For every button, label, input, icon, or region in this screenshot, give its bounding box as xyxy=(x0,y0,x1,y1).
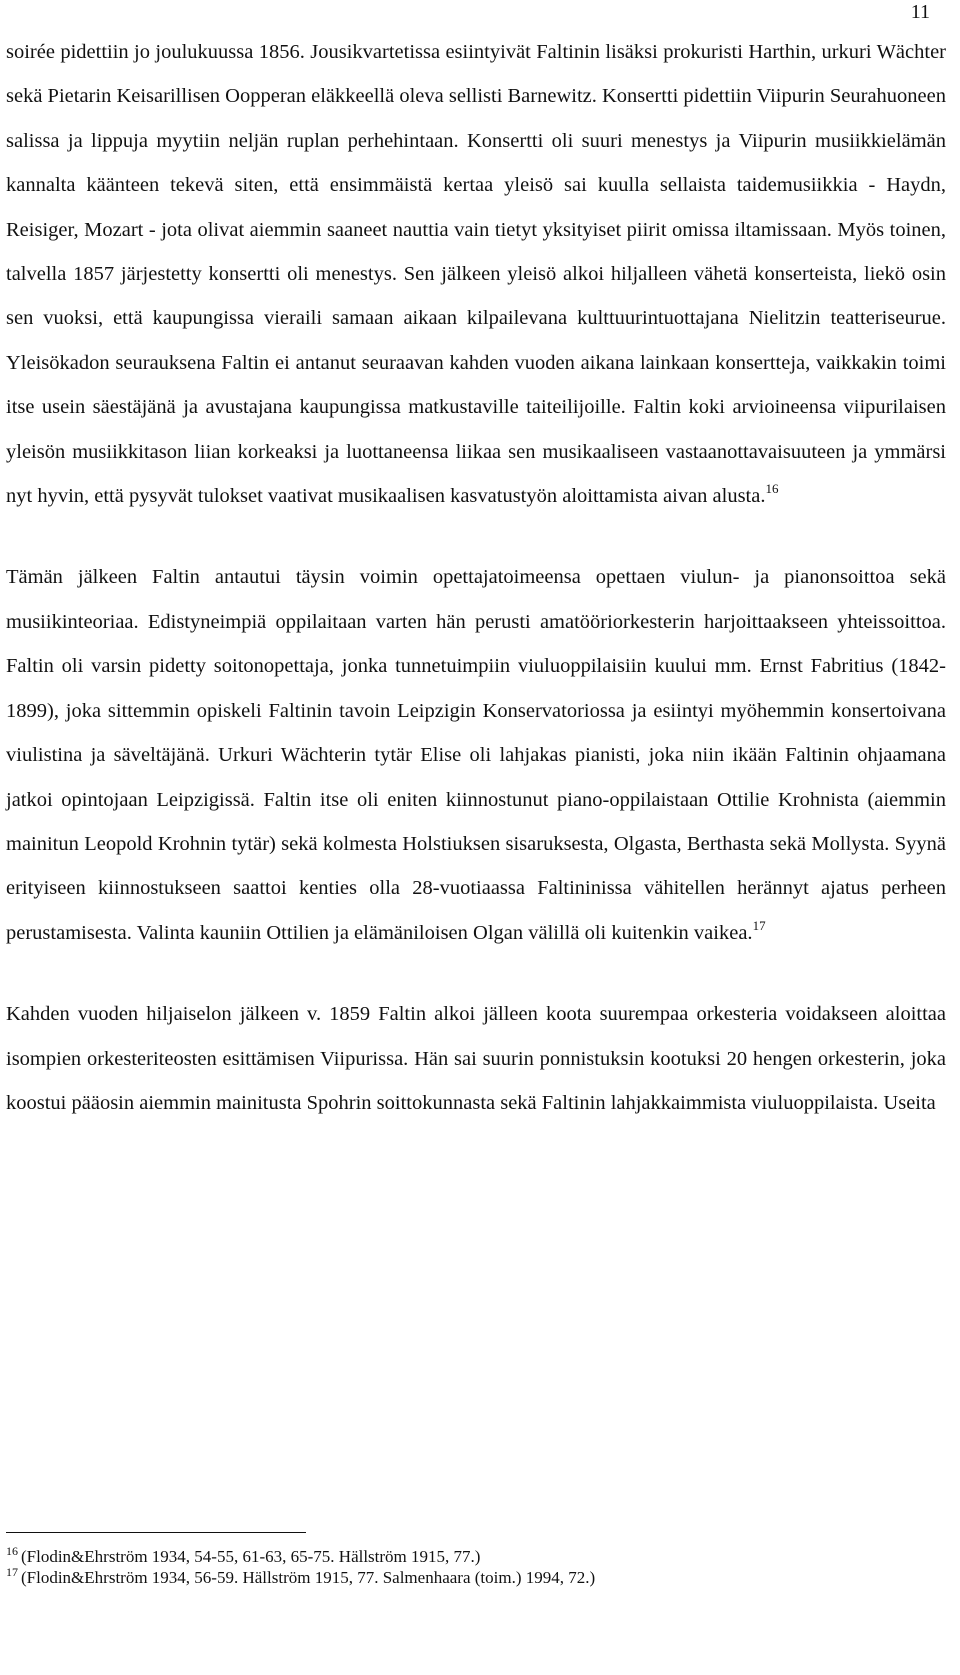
body-text xyxy=(6,30,946,1125)
footnote-text: (Flodin&Ehrström 1934, 54-55, 61-63, 65-75. Hällström 1915, 77.) xyxy=(21,1547,481,1566)
footnote-16 xyxy=(6,1546,946,1567)
paragraph-2 xyxy=(6,555,946,955)
paragraph-2-text: Tämän jälkeen Faltin antautui täysin voimin opettajatoimeensa opettaen viulun- ja pianonsoittoa sekä musiikinteoriaa. Edistyneimpiä oppilaitaan varten hän perusti amatööriorkesterin harjoittaakseen yhteissoittoa. Faltin oli varsin pidetty soitonopettaja, jonka tunnetuimpiin viuluoppilaisiin kuului mm. Ernst Fabritius (1842-1899), joka sittemmin opiskeli Faltinin tavoin Leipzigin Konservatoriossa ja esiintyi myöhemmin konsertoivana viulistina ja säveltäjänä. Urkuri Wächterin tytär Elise oli lahjakas pianisti, joka niin ikään Faltinin ohjaamana jatkoi opintojaan Leipzigissä. Faltin itse oli eniten kiinnostunut piano-oppilaistaan Ottilie Krohnista (aiemmin mainitun Leopold Krohnin tytär) sekä kolmesta Holstiuksen sisaruksesta, Olgasta, Berthasta sekä Mollysta. Syynä erityiseen kiinnostukseen saattoi kenties olla 28-vuotiaassa Faltininissa vähitellen herännyt ajatus perheen perustamisesta. Valinta kauniin Ottilien ja elämäniloisen Olgan välillä oli kuitenkin vaikea. xyxy=(6,566,946,944)
footnote-text: (Flodin&Ehrström 1934, 56-59. Hällström 1915, 77. Salmenhaara (toim.) 1994, 72.) xyxy=(21,1568,596,1587)
paragraph-3-text: Kahden vuoden hiljaiselon jälkeen v. 1859 Faltin alkoi jälleen koota suurempaa orkesteria voidakseen aloittaa isompien orkesteriteosten esittämisen Viipurissa. Hän sai suurin ponnistuksin kootuksi 20 hengen orkesterin, joka koostui pääosin aiemmin mainitusta Spohrin soittokunnasta sekä Faltinin lahjakkaimmista viuluoppilaista. Useita xyxy=(6,1003,946,1114)
page-number: 11 xyxy=(910,1,930,23)
footnote-ref-16: 16 xyxy=(765,481,779,497)
paragraph-1 xyxy=(6,30,946,518)
paragraph-1-text: soirée pidettiin jo joulukuussa 1856. Jousikvartetissa esiintyivät Faltinin lisäksi prokuristi Harthin, urkuri Wächter sekä Pietarin Keisarillisen Oopperan eläkkeellä oleva sellisti Barnewitz. Konsertti pidettiin Viipurin Seurahuoneen salissa ja lippuja myytiin neljän ruplan perhehintaan. Konsertti oli suuri menestys ja Viipurin musiikkielämän kannalta käänteen tekevä siten, että ensimmäistä kertaa yleisö sai kuulla sellaista taidemusiikkia - Haydn, Reisiger, Mozart - jota olivat aiemmin saaneet nauttia vain tietyt yksityiset piirit omissa iltamissaan. Myös toinen, talvella 1857 järjestetty konsertti oli menestys. Sen jälkeen yleisö alkoi hiljalleen vähetä konserteista, liekö osin sen vuoksi, että kaupungissa vieraili samaan aikaan kilpailevana kulttuurintuottajana Nielitzin teatteriseurue. Yleisökadon seurauksena Faltin ei antanut seuraavan kahden vuoden aikana lainkaan konsertteja, vaikkakin toimi itse usein säestäjänä ja avustajana kaupungissa matkustaville taiteilijoille. Faltin koki arvioineensa viipurilaisen yleisön musiikkitason liian korkeaksi ja luottaneensa liikaa sen musikaaliseen vastaanottavaisuuteen ja ymmärsi nyt hyvin, että pysyvät tulokset vaativat musikaalisen kasvatustyön aloittamista aivan alusta. xyxy=(6,41,946,508)
paragraph-3 xyxy=(6,992,946,1125)
footnote-divider xyxy=(6,1532,306,1533)
footnotes xyxy=(6,1546,946,1588)
footnote-17 xyxy=(6,1567,946,1588)
footnote-number: 16 xyxy=(6,1544,18,1558)
footnote-number: 17 xyxy=(6,1565,18,1579)
footnote-ref-17: 17 xyxy=(752,917,766,933)
